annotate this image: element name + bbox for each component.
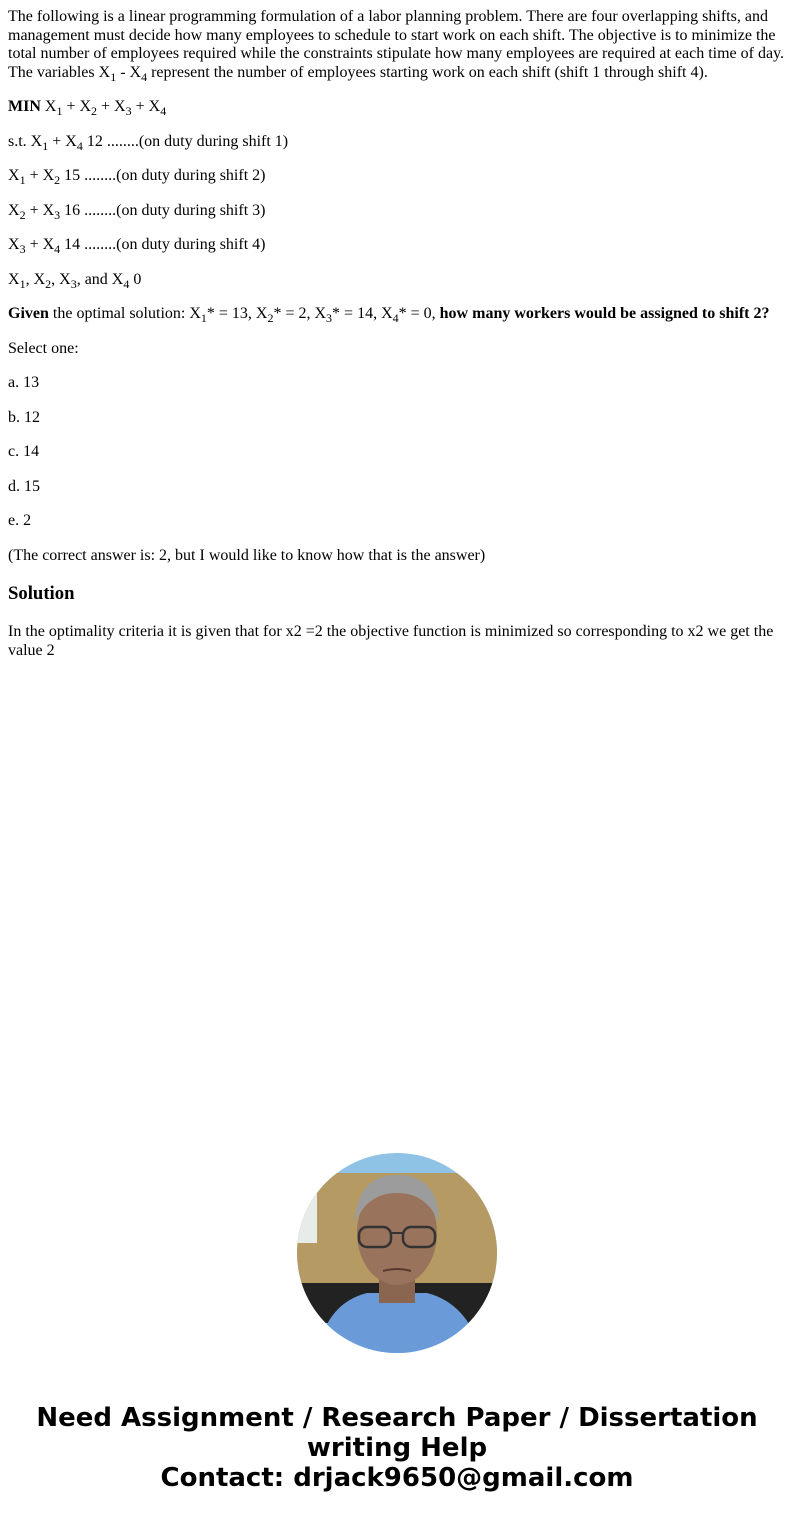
objective-function [8,98,786,117]
subscript: 3 [326,311,333,325]
text-run: + X [62,98,92,115]
subscript: 3 [125,104,132,118]
given-solution [8,305,786,324]
text-run: 14 ........(on duty during shift 4) [60,236,266,253]
intro-paragraph [8,8,786,82]
text-run: + X [25,236,55,253]
bold-text: how many workers would be assigned to shift 2? [439,305,770,322]
text-run: - X [116,63,142,81]
text-run: X [8,236,20,253]
subscript: 4 [392,311,399,325]
select-label: Select one: [8,339,79,357]
answer-note: (The correct answer is: 2, but I would like to know how that is the answer) [8,546,486,564]
contact-banner [0,1403,794,1493]
author-avatar [297,1153,497,1353]
text-run: + X [48,132,77,150]
text-run: represent the number of employees starting work on each shift (shift 1 through shift 4). [147,63,708,81]
subscript: 3 [19,242,26,256]
constraint-2 [8,167,786,186]
subscript: 2 [54,173,61,187]
document [0,0,794,660]
subscript: 4 [54,242,61,256]
portrait-image [297,1153,497,1353]
text-run: + X [25,167,55,184]
text-run: X [40,98,57,115]
text-run: * = 2, X [273,305,327,322]
text-run: 0 [129,270,142,288]
subscript: 3 [54,207,61,222]
text-run: X [8,270,20,288]
subscript: 2 [267,311,274,325]
text-run: X [8,201,20,219]
text-run: , X [25,270,46,288]
text-run: 16 ........(on duty during shift 3) [60,201,266,219]
subscript: 2 [45,276,52,291]
bold-text: Given [8,305,49,322]
text-run: * = 0, [398,305,440,322]
solution-heading: Solution [8,583,75,604]
text-run: * = 14, X [332,305,393,322]
text-run: , X [51,270,71,288]
subscript: 3 [70,276,77,291]
subscript: 1 [19,276,26,291]
text-run: * = 13, X [206,305,268,322]
text-run: X [8,167,20,184]
help-tagline: Need Assignment / Research Paper / Dissertation writing Help [36,1403,758,1463]
subscript: 2 [19,207,26,222]
subscript: 4 [141,69,148,84]
bold-text: MIN [8,98,41,115]
option-c[interactable]: c. 14 [8,443,40,460]
option-e[interactable]: e. 2 [8,512,32,529]
subscript: 1 [42,138,49,153]
constraint-4 [8,236,786,255]
subscript: 4 [76,138,83,153]
subscript: 4 [160,104,167,118]
contact-email: Contact: drjack9650@gmail.com [160,1463,634,1493]
subscript: 4 [123,276,130,291]
subscript: 1 [110,69,117,84]
text-run: + X [25,201,55,219]
text-run: 15 ........(on duty during shift 2) [60,167,266,184]
constraint-3 [8,202,786,221]
option-b[interactable]: b. 12 [8,408,40,426]
text-run: s.t. X [8,132,43,150]
text-run: + X [131,98,161,115]
option-a[interactable]: a. 13 [8,374,40,391]
solution-text: In the optimality criteria it is given that for x2 =2 the objective function is minimized so corresponding to x2 we get the value 2 [8,623,774,659]
subscript: 1 [19,173,26,187]
subscript: 2 [91,104,98,118]
subscript: 1 [56,104,63,118]
option-d[interactable]: d. 15 [8,477,40,495]
text-run: the optimal solution: X [48,305,201,322]
text-run: + X [97,98,126,115]
text-run: 12 ........(on duty during shift 1) [82,132,289,150]
text-run: , and X [76,270,124,288]
text-run: The following is a linear programming formulation of a labor planning problem. There are four overlapping shifts, and management must decide how many employees to schedule to start work on each shift. The objective is to minimize the total number of employees required while the constraints stipulate how many employees are required at each time of day. The variables X [8,8,785,81]
nonnegativity-constraint [8,271,786,290]
constraint-1 [8,133,786,152]
subscript: 1 [200,311,207,325]
